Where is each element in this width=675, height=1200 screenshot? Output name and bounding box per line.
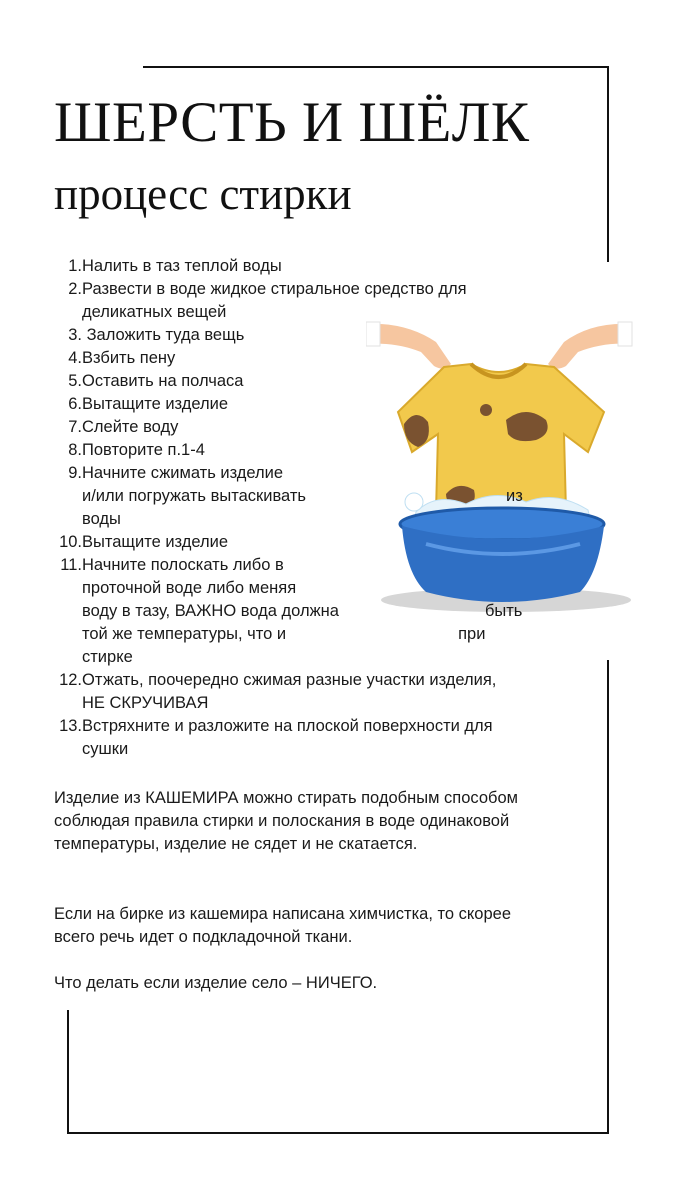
step-11 (54, 554, 574, 669)
step-text (82, 669, 574, 715)
step-line: сушки (82, 740, 129, 758)
step-number: 11. (60, 556, 82, 574)
step-number: 2. (68, 280, 82, 298)
frame-right-line-lower (607, 660, 609, 1134)
step-text: Заложить туда вещь (82, 326, 245, 344)
step-text (82, 554, 574, 669)
step-6 (54, 393, 574, 416)
step-number: 10. (59, 533, 82, 551)
step-number: 7. (68, 418, 82, 436)
step-4 (54, 347, 574, 370)
step-text: Вытащите изделие (82, 395, 229, 413)
step-text: Налить в таз теплой воды (82, 257, 282, 275)
step-line: проточной воде либо меняя (82, 579, 297, 597)
step-3 (54, 324, 574, 347)
step-number: 13. (59, 717, 82, 735)
right-sleeve-cuff (618, 322, 632, 346)
step-line: и/или погружать вытаскивать (82, 487, 306, 505)
step-line: воду в тазу, ВАЖНО вода должна (82, 602, 339, 620)
step-line: стирке (82, 648, 133, 666)
step-text: Слейте воду (82, 418, 179, 436)
step-number: 6. (68, 395, 82, 413)
step-number: 1. (68, 257, 82, 275)
step-10 (54, 531, 574, 554)
step-text (82, 462, 574, 531)
step-number: 4. (68, 349, 82, 367)
frame-bottom-line (67, 1132, 609, 1134)
step-line: воды (82, 510, 121, 528)
shrunk-paragraph: Что делать если изделие село – НИЧЕГО. (54, 974, 378, 992)
frame-right-line-upper (607, 66, 609, 262)
step-5 (54, 370, 574, 393)
step-number: 9. (68, 464, 82, 482)
step-line: Отжать, поочередно сжимая разные участки изделия, (82, 671, 497, 689)
steps-list (54, 255, 574, 761)
frame-left-line (67, 1010, 69, 1134)
step-line-tail: быть (484, 602, 523, 620)
step-7 (54, 416, 574, 439)
step-line: Встряхните и разложите на плоской поверхности для (82, 717, 493, 735)
step-text: Вытащите изделие (82, 533, 229, 551)
step-number: 8. (68, 441, 82, 459)
step-line: НЕ СКРУЧИВАЯ (82, 694, 209, 712)
step-text: Оставить на полчаса (82, 372, 244, 390)
step-text (82, 278, 574, 324)
frame-top-line (143, 66, 609, 68)
step-line-tail: из (506, 487, 523, 505)
page-title: ШЕРСТЬ И ШЁЛК (54, 91, 530, 154)
step-1 (54, 255, 574, 278)
step-number: 5. (68, 372, 82, 390)
step-line-tail: при (458, 625, 486, 643)
step-line: Начните полоскать либо в (82, 556, 284, 574)
step-line: деликатных вещей (82, 303, 227, 321)
step-text: Повторите п.1-4 (82, 441, 205, 459)
step-number: 12. (59, 671, 82, 689)
page-subtitle: процесс стирки (54, 169, 352, 219)
step-line: той же температуры, что и (82, 625, 287, 643)
step-9 (54, 462, 574, 531)
step-12 (54, 669, 574, 715)
label-paragraph: Если на бирке из кашемира написана химчистка, то скорее всего речь идет о подкладочной ткани. (54, 905, 512, 946)
step-text (82, 715, 574, 761)
step-line: Развести в воде жидкое стиральное средство для (82, 280, 467, 298)
step-number: 3. (68, 326, 82, 344)
step-8 (54, 439, 574, 462)
cashmere-paragraph: Изделие из КАШЕМИРА можно стирать подобным способом соблюдая правила стирки и полоскания в воде одинаковой температуры, изделие не сядет и не скатается. (54, 789, 518, 853)
step-line: Начните сжимать изделие (82, 464, 284, 482)
step-2 (54, 278, 574, 324)
step-13 (54, 715, 574, 761)
step-text: Взбить пену (82, 349, 176, 367)
